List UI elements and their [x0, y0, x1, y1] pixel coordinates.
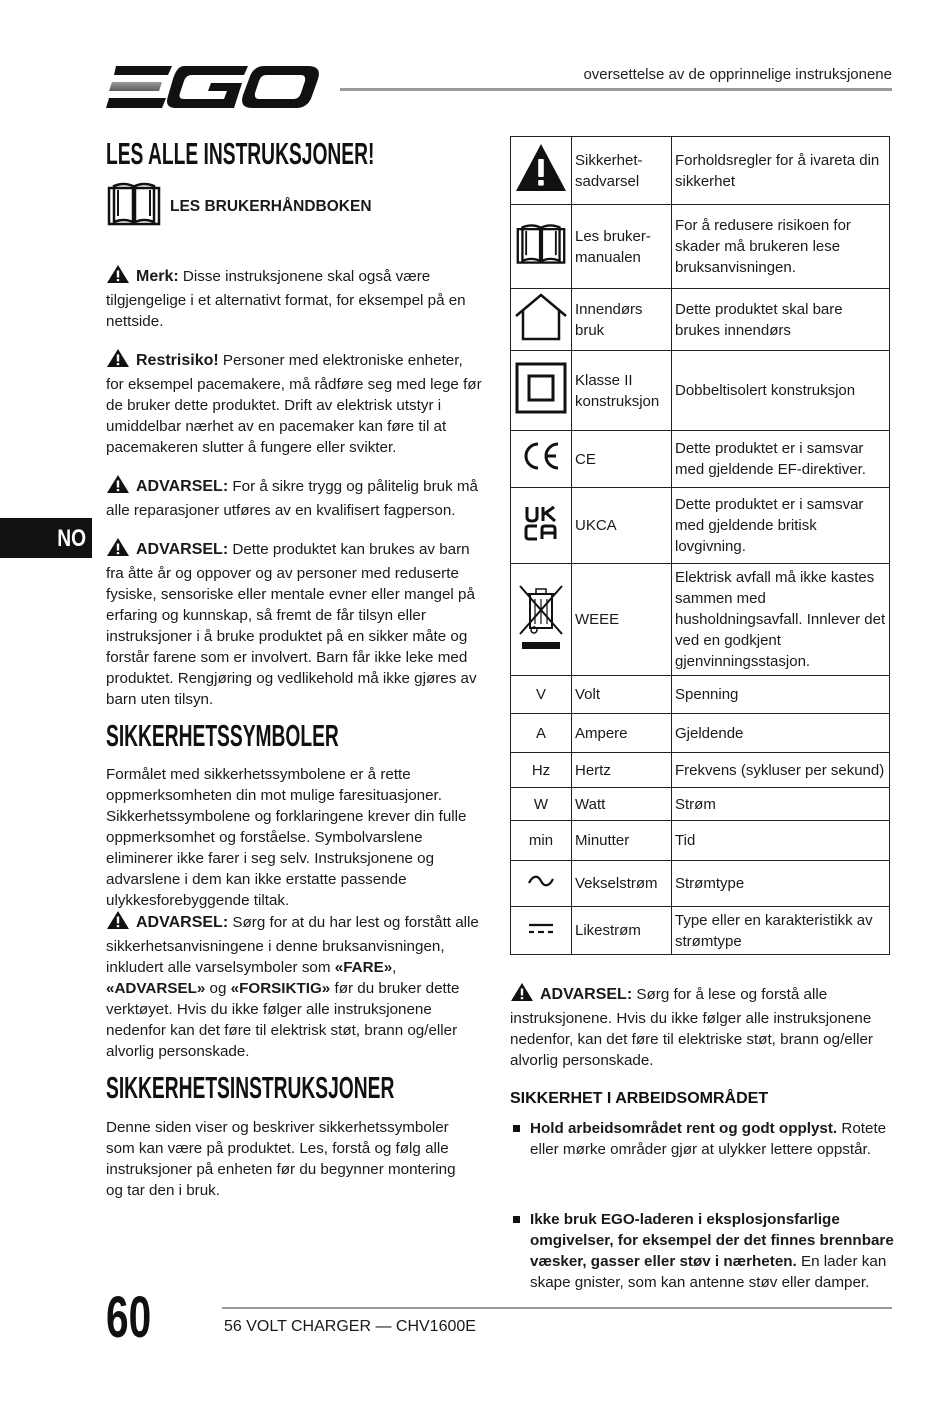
warning-triangle-icon [106, 537, 130, 563]
instructions-section-title [106, 1070, 484, 1106]
volt-symbol: V [511, 676, 572, 714]
symbol-name: Volt [572, 676, 672, 714]
warning-triangle-icon [106, 910, 130, 936]
symbol-name: Innendørs bruk [572, 289, 672, 351]
bullet-text: Rotete eller mørke områder gjør at ulykker lettere oppstår. [530, 1120, 887, 1158]
separator: og [205, 980, 231, 997]
table-row [511, 788, 890, 821]
table-row [511, 488, 890, 564]
footer-title: 56 VOLT CHARGER — CHV1600E [224, 1318, 476, 1335]
table-row [511, 861, 890, 907]
symbols-section-warning [106, 910, 484, 1062]
warning-label: ADVARSEL: [540, 986, 633, 1003]
house-icon [511, 289, 572, 351]
signal-word-fare: «FARE» [334, 959, 393, 976]
symbols-section-title [106, 718, 484, 754]
signal-word-advarsel: «ADVARSEL» [106, 980, 206, 997]
book-row [106, 180, 484, 233]
symbol-description: Dette produktet er i samsvar med gjeldende EF-direktiver. [672, 431, 890, 488]
symbols-section-body: Formålet med sikkerhetssymbolene er å rette oppmerksomheten din mot mulige faresituasjoner. Sikkerhetssymbolene og forklaringene krever din fulle oppmerksomhet og forståelse. Symbolvarslene eliminerer ikke farer i seg selv. Instruksjonene og advarslene i dem kan ikke erstatte passende ulykkesforebyggende tiltak. [106, 766, 467, 909]
language-tab-label: NO [57, 525, 86, 552]
warning-label: Merk: [136, 268, 179, 285]
list-item [510, 1209, 905, 1293]
bullet-text: En lader kan skape gnister, som kan antenne støv eller damper. [530, 1253, 887, 1291]
bullet-bold: Hold arbeidsområdet rent og godt opplyst. [530, 1120, 838, 1137]
warning-label: ADVARSEL: [136, 541, 229, 558]
warning-label: ADVARSEL: [136, 914, 229, 931]
watt-symbol: W [511, 788, 572, 821]
symbol-name: Vekselstrøm [572, 861, 672, 907]
symbol-table [510, 136, 890, 955]
symbol-name: Watt [572, 788, 672, 821]
symbol-description: Tid [672, 821, 890, 861]
warning-triangle-icon [510, 982, 534, 1008]
symbol-description: Dette produktet er i samsvar med gjeldende britisk lovgivning. [672, 488, 890, 564]
header-rule [340, 88, 892, 91]
table-row [511, 907, 890, 955]
symbols-section-title-text: SIKKERHETSSYMBOLER [106, 718, 339, 753]
warning-text: For å sikre trygg og pålitelig bruk må alle reparasjoner utføres av en kvalifisert fagperson. [106, 478, 479, 519]
bullet-square [513, 1216, 520, 1223]
right-warning [510, 982, 890, 1071]
table-row [511, 205, 890, 289]
symbol-name: Minutter [572, 821, 672, 861]
symbol-description: Spenning [672, 676, 890, 714]
minute-symbol: min [511, 821, 572, 861]
separator: , [392, 959, 397, 976]
book-icon [106, 180, 162, 233]
class2-icon [511, 351, 572, 431]
instructions-section-title-text: SIKKERHETSINSTRUKSJONER [106, 1070, 395, 1105]
bullet-bold: Ikke bruk EGO-laderen i eksplosjonsfarlige omgivelser, for eksempel der det finnes brennbare væsker, gasser eller støv i nærheten. [530, 1211, 894, 1270]
warning-label: Restrisiko! [136, 352, 219, 369]
work-area-title: SIKKERHET I ARBEIDSOMRÅDET [510, 1090, 769, 1107]
table-row [511, 676, 890, 714]
table-row [511, 753, 890, 788]
symbol-description: Type eller en karakteristikk av strømtype [672, 907, 890, 955]
symbol-name: WEEE [572, 564, 672, 676]
symbol-name: Ampere [572, 714, 672, 753]
warning-text: Sørg for å lese og forstå alle instruksjonene. Hvis du ikke følger alle instruksjonene nedenfor, kan det føre til elektriske støt, brann og/eller alvorlig personskade. [510, 986, 873, 1069]
symbol-description: Dette produktet skal bare brukes innendørs [672, 289, 890, 351]
page-number [106, 1284, 171, 1351]
ego-logo [106, 62, 320, 112]
note-restrisiko [106, 348, 484, 458]
warning-triangle-icon [106, 348, 130, 374]
symbol-description: Frekvens (sykluser per sekund) [672, 753, 890, 788]
warning-text: Personer med elektroniske enheter, for eksempel pacemakere, må rådføre seg med lege før de bruker dette produktet. Drift av elektrisk utstyr i umiddelbar nærhet av en pacemaker kan føre til at pacemakeren slutter å fungere eller svikter. [106, 352, 482, 456]
note-advarsel-children [106, 537, 484, 710]
footer-rule [222, 1307, 892, 1309]
ce-icon [511, 431, 572, 488]
symbol-name: Sikkerhet-sadvarsel [572, 137, 672, 205]
ukca-icon [511, 488, 572, 564]
table-row [511, 821, 890, 861]
book-icon [511, 205, 572, 289]
dc-icon [511, 907, 572, 955]
intro-title-text: LES ALLE INSTRUKSJONER! [106, 136, 375, 171]
note-merk [106, 264, 484, 332]
page-number-text: 60 [106, 1285, 152, 1350]
warning-triangle-icon [106, 474, 130, 500]
warning-label: ADVARSEL: [136, 478, 229, 495]
symbol-name: Les bruker-manualen [572, 205, 672, 289]
symbol-description: Dobbeltisolert konstruksjon [672, 351, 890, 431]
hertz-symbol: Hz [511, 753, 572, 788]
table-row [511, 137, 890, 205]
warning-text: før du bruker dette verktøyet. Hvis du ikke følger alle instruksjonene nedenfor kan det føre til elektrisk støt, brann og/eller alvorlig personskade. [106, 980, 460, 1060]
warning-text: Dette produktet kan brukes av barn fra åtte år og oppover og av personer med reduserte fysiske, sensoriske eller mentale evner eller mangel på erfaring og kunnskap, så fremt de får tilsyn eller instruksjoner i å bruke produktet på en sikker måte og forstår farene som er involvert. Barn får ikke leke med produktet. Rengjøring og vedlikehold må ikke gjøres av barn uten tilsyn. [106, 541, 477, 708]
instructions-section-body: Denne siden viser og beskriver sikkerhetssymboler som kan være på produktet. Les, forstå og følg alle instruksjoner på enheten før du begynner montering og tar den i bruk. [106, 1119, 456, 1199]
symbol-name: Hertz [572, 753, 672, 788]
table-row [511, 289, 890, 351]
warning-text: Disse instruksjonene skal også være tilgjengelige i et alternativt format, for eksempel på en nettside. [106, 268, 466, 330]
intro-title [106, 136, 484, 172]
symbol-name: Likestrøm [572, 907, 672, 955]
table-row [511, 564, 890, 676]
list-item [510, 1118, 910, 1160]
signal-word-forsiktig: «FORSIKTIG» [230, 980, 331, 997]
table-row [511, 714, 890, 753]
weee-icon [511, 564, 572, 676]
symbol-description: Elektrisk avfall må ikke kastes sammen med husholdningsavfall. Innlever det ved en godkjent gjenvinningsstasjon. [672, 564, 890, 676]
warning-text: Sørg for at du har lest og forstått alle sikkerhetsanvisningene i denne bruksanvisningen, inkludert alle varselsymboler som [106, 914, 479, 976]
symbol-name: CE [572, 431, 672, 488]
table-row [511, 351, 890, 431]
ampere-symbol: A [511, 714, 572, 753]
symbol-description: Forholdsregler for å ivareta din sikkerhet [672, 137, 890, 205]
symbol-description: Strømtype [672, 861, 890, 907]
ac-wave-icon [511, 861, 572, 907]
symbol-description: Gjeldende [672, 714, 890, 753]
header-note: oversettelse av de opprinnelige instruksjonene [583, 66, 892, 83]
ego-logo-graphic [106, 62, 320, 112]
symbol-description: Strøm [672, 788, 890, 821]
symbol-name: UKCA [572, 488, 672, 564]
warning-triangle-icon [511, 137, 572, 205]
book-label: LES BRUKERHÅNDBOKEN [170, 197, 372, 215]
warning-triangle-icon [106, 264, 130, 290]
symbol-name: Klasse II konstruksjon [572, 351, 672, 431]
note-advarsel-repair [106, 474, 484, 521]
table-row [511, 431, 890, 488]
symbol-description: For å redusere risikoen for skader må brukeren lese bruksanvisningen. [672, 205, 890, 289]
bullet-square [513, 1125, 520, 1132]
language-tab [0, 518, 92, 558]
